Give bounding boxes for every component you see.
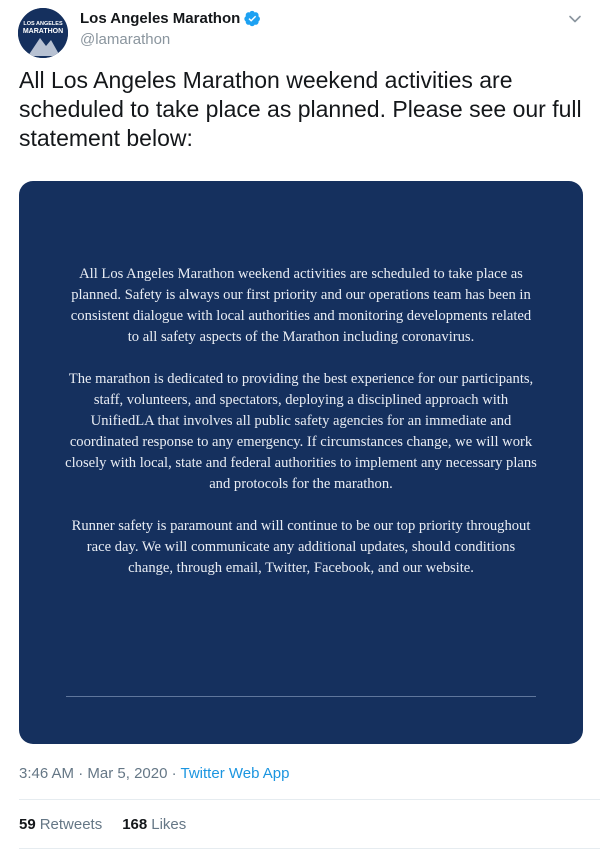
statement-paragraph: All Los Angeles Marathon weekend activities are scheduled to take place as planned. Safety is always our first priority and our operations team has been in consistent dialogue with local authorities and monitoring developments related to all safety aspects of the Marathon including coronavirus. <box>70 266 532 345</box>
tweet-date[interactable]: Mar 5, 2020 <box>87 765 168 782</box>
retweets-stat[interactable] <box>19 816 102 833</box>
likes-label: Likes <box>151 816 187 833</box>
divider <box>19 848 600 849</box>
verified-badge-icon <box>244 10 261 27</box>
handle[interactable]: @lamarathon <box>80 31 171 48</box>
tweet-text: All Los Angeles Marathon weekend activities are scheduled to take place as planned. Please see our full statement below: <box>19 67 582 151</box>
likes-stat[interactable] <box>122 816 186 833</box>
retweets-count: 59 <box>19 816 36 833</box>
tweet-stats <box>19 816 206 833</box>
tweet-source-link[interactable]: Twitter Web App <box>180 765 290 782</box>
avatar[interactable] <box>18 8 68 58</box>
tweet-time[interactable]: 3:46 AM <box>19 765 75 782</box>
retweets-label: Retweets <box>39 816 103 833</box>
divider <box>19 799 600 800</box>
tweet-meta <box>19 765 289 782</box>
meta-separator: · <box>78 765 84 782</box>
statement-paragraph: The marathon is dedicated to providing the best experience for our participants, staff, volunteers, and spectators, deploying a disciplined approach with UnifiedLA that involves all public safety agencies for an immediate and coordinated response to any emergency. If circumstances change, we will work closely with local, state and federal authorities to implement any necessary plans and protocols for the marathon. <box>65 371 537 492</box>
statement-body <box>65 264 537 600</box>
svg-text:MARATHON: MARATHON <box>22 28 64 35</box>
statement-divider <box>66 696 536 697</box>
display-name[interactable]: Los Angeles Marathon <box>80 10 241 27</box>
author-name-row <box>80 10 261 27</box>
likes-count: 168 <box>122 816 148 833</box>
chevron-down-icon[interactable] <box>568 12 582 26</box>
svg-text:LOS ANGELES: LOS ANGELES <box>23 21 63 27</box>
marathon-logo-icon <box>18 8 68 58</box>
meta-separator: · <box>171 765 177 782</box>
statement-paragraph: Runner safety is paramount and will continue to be our top priority throughout race day. We will communicate any additional updates, should conditions change, through email, Twitter, Facebook, and our website. <box>71 518 531 576</box>
statement-image[interactable] <box>19 181 583 744</box>
